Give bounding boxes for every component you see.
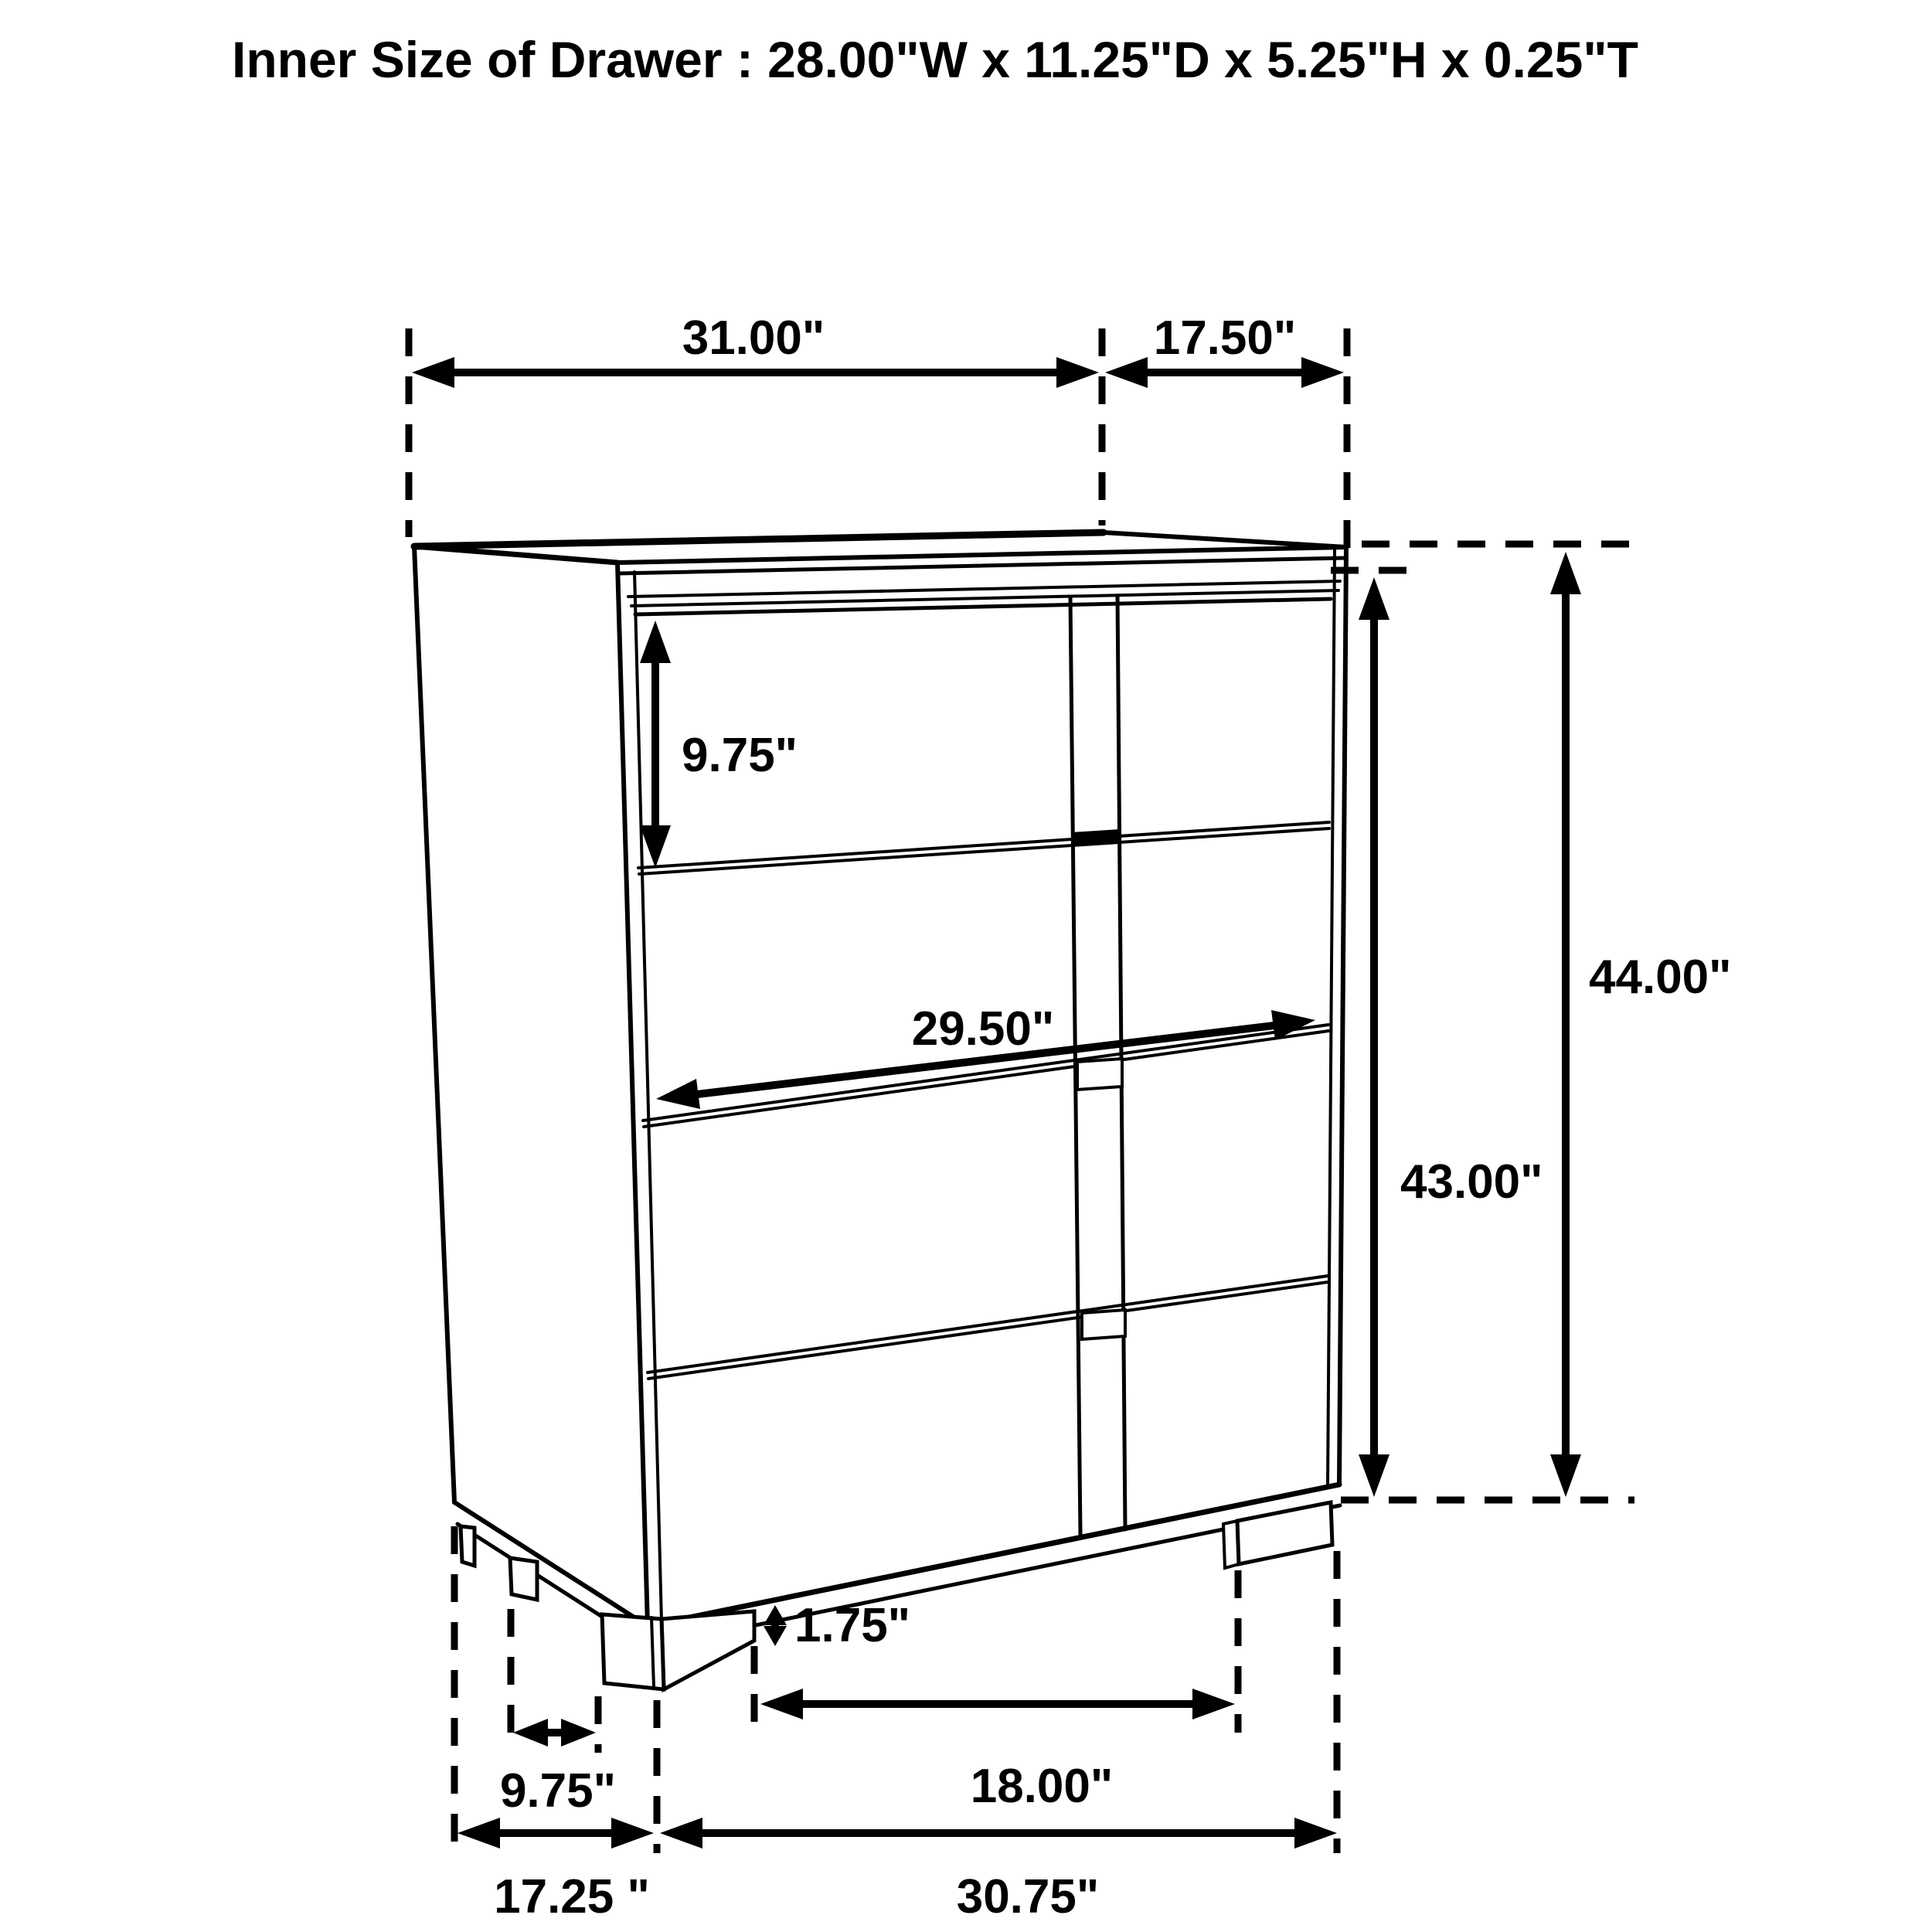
dim-label-foot-height: 1.75"	[794, 1599, 911, 1652]
dim-label-side-depth-floor: 17.25 "	[494, 1870, 650, 1923]
side-back-leg	[461, 1526, 474, 1566]
dim-label-front-width-floor: 30.75"	[956, 1870, 1100, 1923]
dim-label-overall-height: 44.00"	[1589, 951, 1732, 1004]
side-front-leg	[510, 1558, 537, 1600]
dim-label-drawer-width: 29.50"	[911, 1002, 1055, 1056]
dim-label-drawer-height: 9.75"	[682, 729, 798, 782]
dim-label-leg-spacing: 9.75"	[499, 1764, 617, 1818]
handle-recess-2	[1077, 1059, 1122, 1090]
dim-label-front-feet-span: 18.00"	[970, 1760, 1114, 1813]
dim-label-case-height: 43.00"	[1400, 1155, 1543, 1209]
dim-label-top-width: 31.00"	[682, 311, 825, 365]
handle-recess-3	[1082, 1310, 1125, 1339]
diagram-title: Inner Size of Drawer : 28.00"W x 11.25"D x 5.25"H x 0.25"T	[232, 31, 1638, 88]
dim-label-top-depth: 17.50"	[1153, 311, 1297, 365]
